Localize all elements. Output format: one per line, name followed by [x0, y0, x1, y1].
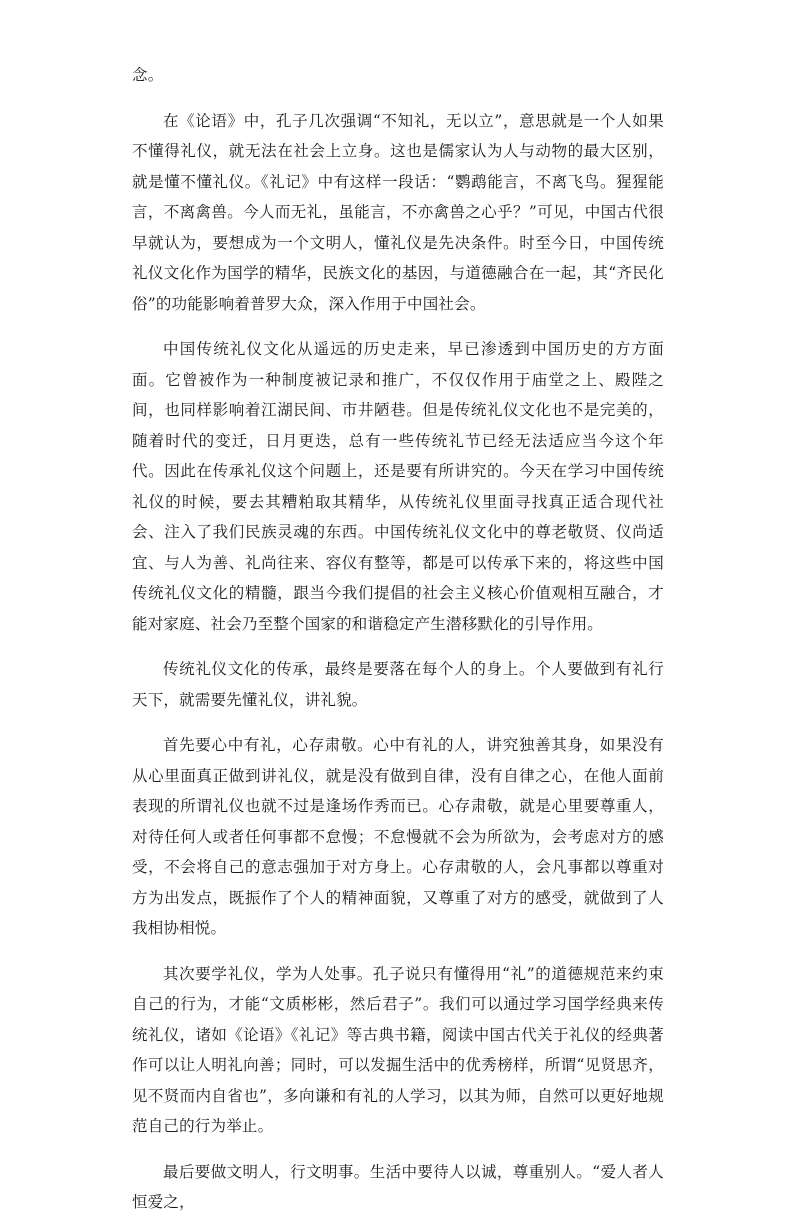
paragraph-lunyu-etiquette: 在《论语》中，孔子几次强调“不知礼，无以立”，意思就是一个人如果不懂得礼仪，就无法在社会上立身。这也是儒家认为人与动物的最大区别，就是懂不懂礼仪。《礼记》中有这样一段话：“鹦鹉能言，不离飞鸟。猩猩能言，不离禽兽。今人而无礼，虽能言，不亦禽兽之心乎？”可见，中国古代很早就认为，要想成为一个文明人，懂礼仪是先决条件。时至今日，中国传统礼仪文化作为国学的精华，民族文化的基因，与道德融合在一起，其“齐民化俗”的功能影响着普罗大众，深入作用于中国社会。: [132, 111, 664, 313]
paragraph-second-learn: 其次要学礼仪，学为人处事。孔子说只有懂得用“礼”的道德规范来约束自己的行为，才能“文质彬彬，然后君子”。我们可以通过学习国学经典来传统礼仪，诸如《论语》《礼记》等古典书籍，阅读中国古代关于礼仪的经典著作可以让人明礼向善；同时，可以发掘生活中的优秀榜样，所谓“见贤思齐，见不贤而内自省也”，多向谦和有礼的人学习，以其为师，自然可以更好地规范自己的行为举止。: [132, 964, 664, 1135]
paragraph-traditional-culture: 中国传统礼仪文化从遥远的历史走来，早已渗透到中国历史的方方面面。它曾被作为一种制度被记录和推广，不仅仅作用于庙堂之上、殿陛之间，也同样影响着江湖民间、市井陋巷。但是传统礼仪文化也不是完美的，随着时代的变迁，日月更迭，总有一些传统礼节已经无法适应当今这个年代。因此在传承礼仪这个问题上，还是要有所讲究的。今天在学习中国传统礼仪的时候，要去其糟粕取其精华，从传统礼仪里面寻找真正适合现代社会、注入了我们民族灵魂的东西。中国传统礼仪文化中的尊老敬贤、仪尚适宜、与人为善、礼尚往来、容仪有整等，都是可以传承下来的，将这些中国传统礼仪文化的精髓，跟当今我们提倡的社会主义核心价值观相互融合，才能对家庭、社会乃至整个国家的和谐稳定产生潜移默化的引导作用。: [132, 340, 664, 633]
body-text: [132, 60, 664, 1218]
paragraph-continuation: 念。: [132, 66, 164, 84]
paragraph-last-civilized: 最后要做文明人，行文明事。生活中要待人以诚，尊重别人。“爱人者人恒爱之，: [132, 1162, 664, 1211]
paragraph-inheritance: 传统礼仪文化的传承，最终是要落在每个人的身上。个人要做到有礼行天下，就需要先懂礼仪，讲礼貌。: [132, 660, 664, 709]
paragraph-first-respect: 首先要心中有礼，心存肃敬。心中有礼的人，讲究独善其身，如果没有从心里面真正做到讲礼仪，就是没有做到自律，没有自律之心，在他人面前表现的所谓礼仪也就不过是逢场作秀而已。心存肃敬，就是心里要尊重人，对待任何人或者任何事都不怠慢；不怠慢就不会为所欲为，会考虑对方的感受，不会将自己的意志强加于对方身上。心存肃敬的人，会凡事都以尊重对方为出发点，既振作了个人的精神面貌，又尊重了对方的感受，就做到了人我相协相悦。: [132, 736, 664, 937]
